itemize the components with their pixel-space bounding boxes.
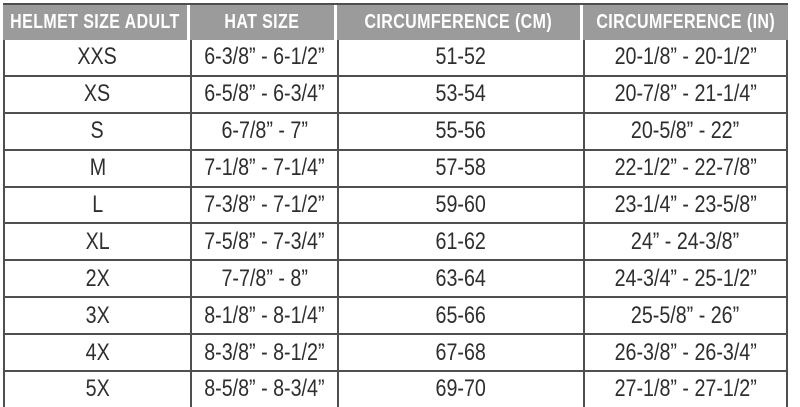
cell-value: 24” - 24-3/8” bbox=[631, 227, 740, 255]
column-header-label: CIRCUMFERENCE (CM) bbox=[364, 11, 553, 33]
cell-helmet-size bbox=[3, 261, 190, 298]
cell-circumference-in bbox=[583, 40, 788, 77]
cell-circumference-cm bbox=[337, 261, 583, 298]
cell-helmet-size bbox=[3, 77, 190, 114]
cell-circumference-in bbox=[583, 372, 788, 407]
cell-value: 53-54 bbox=[435, 80, 487, 108]
cell-circumference-in bbox=[583, 224, 788, 261]
cell-value: 20-1/8” - 20-1/2” bbox=[614, 43, 757, 71]
table-row bbox=[3, 224, 788, 261]
cell-hat-size bbox=[190, 224, 337, 261]
cell-hat-size bbox=[190, 372, 337, 407]
cell-helmet-size bbox=[3, 224, 190, 261]
cell-helmet-size bbox=[3, 114, 190, 151]
cell-circumference-cm bbox=[337, 77, 583, 114]
cell-circumference-cm bbox=[337, 188, 583, 225]
cell-hat-size bbox=[190, 114, 337, 151]
cell-value: 23-1/4” - 23-5/8” bbox=[614, 191, 757, 218]
cell-circumference-in bbox=[583, 77, 788, 114]
cell-hat-size bbox=[190, 188, 337, 225]
cell-value: 6-3/8” - 6-1/2” bbox=[204, 43, 325, 71]
cell-value: 8-3/8” - 8-1/2” bbox=[204, 338, 325, 366]
column-header-circumference-in bbox=[583, 5, 788, 40]
cell-value: 5X bbox=[85, 375, 110, 403]
cell-value: 65-66 bbox=[435, 301, 487, 329]
column-header-circumference-cm bbox=[337, 5, 583, 40]
cell-value: XS bbox=[84, 80, 111, 108]
cell-value: 26-3/8” - 26-3/4” bbox=[614, 338, 757, 366]
cell-value: 20-5/8” - 22” bbox=[631, 117, 740, 145]
cell-value: 7-1/8” - 7-1/4” bbox=[204, 154, 325, 182]
cell-value: 6-5/8” - 6-3/4” bbox=[204, 80, 325, 108]
cell-circumference-cm bbox=[337, 151, 583, 188]
cell-value: 67-68 bbox=[435, 338, 487, 366]
cell-circumference-cm bbox=[337, 224, 583, 261]
table-body bbox=[3, 40, 788, 407]
cell-helmet-size bbox=[3, 151, 190, 188]
helmet-size-table bbox=[3, 3, 788, 407]
cell-circumference-cm bbox=[337, 335, 583, 372]
cell-value: 20-7/8” - 21-1/4” bbox=[614, 80, 757, 108]
cell-helmet-size bbox=[3, 372, 190, 407]
table-row bbox=[3, 40, 788, 77]
table-row bbox=[3, 77, 788, 114]
cell-value: 8-1/8” - 8-1/4” bbox=[204, 301, 325, 329]
cell-circumference-cm bbox=[337, 40, 583, 77]
cell-value: 22-1/2” - 22-7/8” bbox=[614, 154, 757, 182]
cell-hat-size bbox=[190, 40, 337, 77]
cell-value: 7-5/8” - 7-3/4” bbox=[204, 227, 325, 255]
cell-value: 8-5/8” - 8-3/4” bbox=[204, 375, 325, 403]
cell-helmet-size bbox=[3, 298, 190, 335]
cell-value: XXS bbox=[77, 43, 118, 71]
cell-value: S bbox=[90, 117, 105, 145]
cell-circumference-cm bbox=[337, 298, 583, 335]
table-header-row bbox=[3, 3, 788, 40]
cell-hat-size bbox=[190, 77, 337, 114]
table-row bbox=[3, 372, 788, 407]
cell-circumference-in bbox=[583, 151, 788, 188]
cell-value: 57-58 bbox=[435, 154, 487, 182]
cell-value: 69-70 bbox=[435, 375, 487, 403]
cell-value: 25-5/8” - 26” bbox=[631, 301, 740, 329]
cell-hat-size bbox=[190, 261, 337, 298]
table-row bbox=[3, 151, 788, 188]
column-header-hat-size bbox=[190, 5, 337, 40]
column-header-label: HAT SIZE bbox=[224, 11, 300, 33]
cell-hat-size bbox=[190, 151, 337, 188]
cell-circumference-cm bbox=[337, 114, 583, 151]
table-row bbox=[3, 261, 788, 298]
cell-hat-size bbox=[190, 298, 337, 335]
cell-circumference-in bbox=[583, 298, 788, 335]
cell-value: XL bbox=[85, 227, 110, 255]
cell-value: 24-3/4” - 25-1/2” bbox=[614, 264, 757, 292]
cell-value: 63-64 bbox=[435, 264, 487, 292]
cell-value: 6-7/8” - 7” bbox=[221, 117, 308, 145]
table-row bbox=[3, 188, 788, 225]
cell-value: L bbox=[92, 191, 103, 218]
cell-value: 7-3/8” - 7-1/2” bbox=[204, 191, 325, 218]
cell-value: M bbox=[89, 154, 106, 182]
column-header-label: HELMET SIZE ADULT bbox=[10, 11, 180, 33]
cell-value: 27-1/8” - 27-1/2” bbox=[614, 375, 757, 403]
cell-helmet-size bbox=[3, 335, 190, 372]
table-row bbox=[3, 298, 788, 335]
cell-value: 2X bbox=[85, 264, 110, 292]
cell-value: 3X bbox=[85, 301, 110, 329]
cell-circumference-in bbox=[583, 261, 788, 298]
cell-value: 55-56 bbox=[435, 117, 487, 145]
cell-value: 51-52 bbox=[435, 43, 487, 71]
cell-value: 61-62 bbox=[435, 227, 487, 255]
column-header-helmet-size bbox=[3, 5, 190, 40]
cell-hat-size bbox=[190, 335, 337, 372]
cell-helmet-size bbox=[3, 40, 190, 77]
table-row bbox=[3, 335, 788, 372]
cell-circumference-cm bbox=[337, 372, 583, 407]
column-header-label: CIRCUMFERENCE (IN) bbox=[596, 11, 775, 33]
cell-value: 7-7/8” - 8” bbox=[221, 264, 308, 292]
cell-circumference-in bbox=[583, 335, 788, 372]
cell-value: 4X bbox=[85, 338, 110, 366]
table-row bbox=[3, 114, 788, 151]
cell-circumference-in bbox=[583, 188, 788, 225]
cell-helmet-size bbox=[3, 188, 190, 225]
cell-value: 59-60 bbox=[435, 191, 487, 218]
cell-circumference-in bbox=[583, 114, 788, 151]
